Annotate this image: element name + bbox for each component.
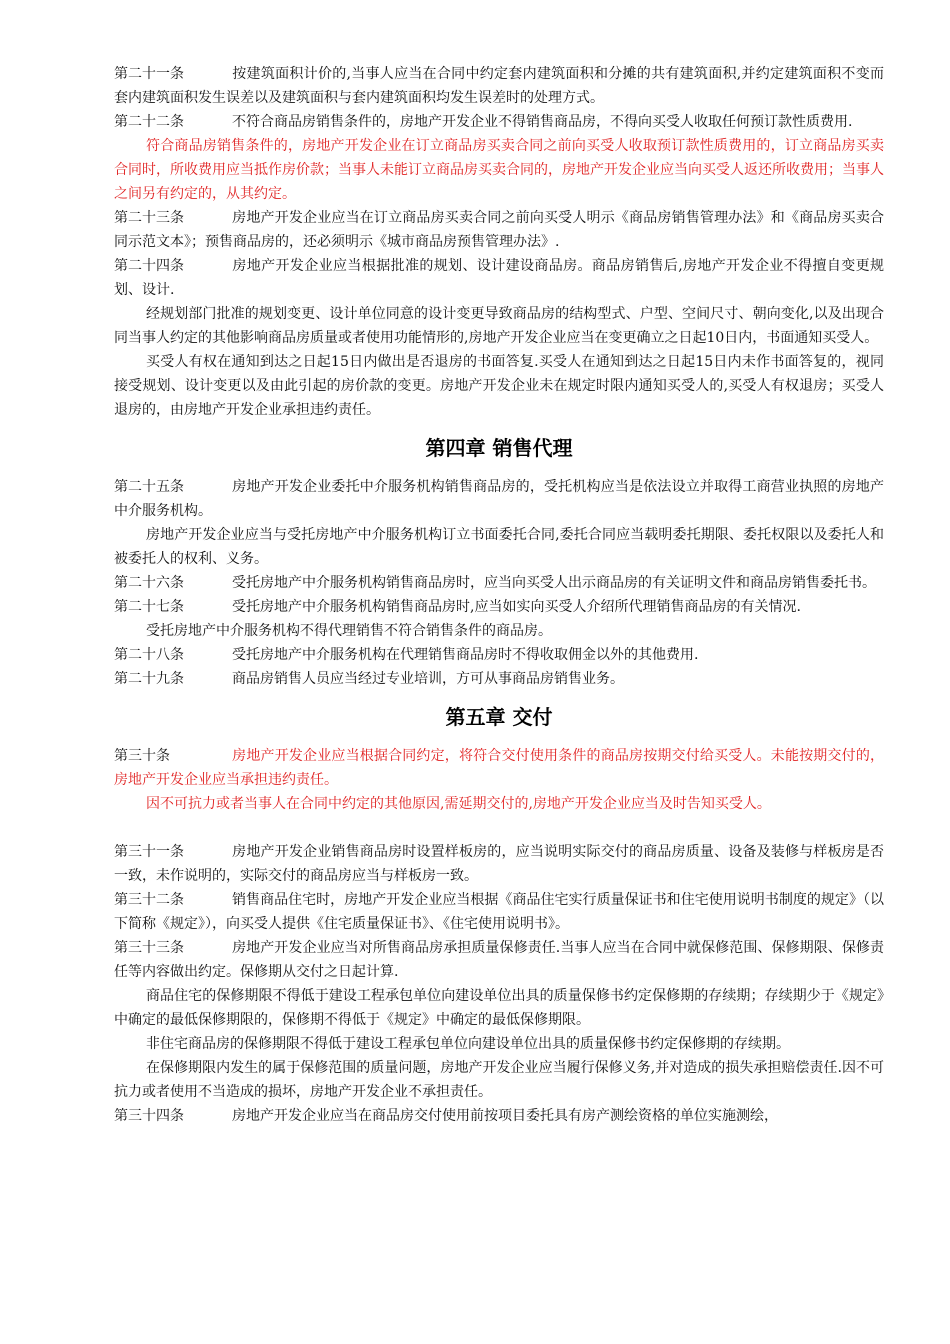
- article-number: 第二十八条: [114, 647, 184, 663]
- article-text: 房地产开发企业应当根据批准的规划、设计建设商品房。商品房销售后,房地产开发企业不得擅自变更规划、设计.: [114, 258, 884, 298]
- article-number: 第三十条: [114, 748, 170, 764]
- article-30-paragraph-2: 因不可抗力或者当事人在合同中约定的其他原因,需延期交付的,房地产开发企业应当及时告知买受人。: [146, 796, 771, 812]
- article-34: [114, 1104, 884, 1128]
- article-28: [114, 643, 884, 667]
- article-27-paragraph-2: 受托房地产中介服务机构不得代理销售不符合销售条件的商品房。: [146, 623, 552, 639]
- article-number: 第三十四条: [114, 1108, 184, 1124]
- article-24-paragraph-3: 买受人有权在通知到达之日起15日内做出是否退房的书面答复.买受人在通知到达之日起15日内未作书面答复的，视同接受规划、设计变更以及由此引起的房价款的变更。房地产开发企业未在规定时限内通知买受人的,买受人有权退房；买受人退房的，由房地产开发企业承担违约责任。: [114, 354, 884, 418]
- article-text: 房地产开发企业应当在商品房交付使用前按项目委托具有房产测绘资格的单位实施测绘，: [232, 1108, 778, 1124]
- article-33: [114, 936, 884, 984]
- article-33-paragraph-4: 在保修期限内发生的属于保修范围的质量问题，房地产开发企业应当履行保修义务,并对造成的损失承担赔偿责任.因不可抗力或者使用不当造成的损坏，房地产开发企业不承担责任。: [114, 1060, 884, 1100]
- chapter-4-heading: 第四章 销售代理: [425, 436, 573, 460]
- article-26: [114, 571, 884, 595]
- article-text: 商品房销售人员应当经过专业培训，方可从事商品房销售业务。: [232, 671, 624, 687]
- article-21: [114, 62, 884, 110]
- article-22-paragraph-2: 符合商品房销售条件的，房地产开发企业在订立商品房买卖合同之前向买受人收取预订款性质费用的，订立商品房买卖合同时，所收费用应当抵作房价款；当事人未能订立商品房买卖合同的，房地产开发企业应当向买受人返还所收费用；当事人之间另有约定的，从其约定。: [114, 138, 884, 202]
- article-22: [114, 110, 884, 134]
- article-25-paragraph-2: 房地产开发企业应当与受托房地产中介服务机构订立书面委托合同,委托合同应当载明委托期限、委托权限以及委托人和被委托人的权利、义务。: [114, 527, 884, 567]
- article-number: 第三十三条: [114, 940, 184, 956]
- article-text: 受托房地产中介服务机构在代理销售商品房时不得收取佣金以外的其他费用.: [232, 647, 699, 663]
- article-23: [114, 206, 884, 254]
- article-number: 第二十五条: [114, 479, 184, 495]
- article-text: 房地产开发企业应当对所售商品房承担质量保修责任.当事人应当在合同中就保修范围、保修期限、保修责任等内容做出约定。保修期从交付之日起计算.: [114, 940, 884, 980]
- spacer: [114, 816, 884, 840]
- article-30: [114, 744, 884, 792]
- article-text: 房地产开发企业销售商品房时设置样板房的，应当说明实际交付的商品房质量、设备及装修与样板房是否一致，未作说明的，实际交付的商品房应当与样板房一致。: [114, 844, 884, 884]
- article-number: 第二十六条: [114, 575, 184, 591]
- article-number: 第二十一条: [114, 66, 184, 82]
- article-31: [114, 840, 884, 888]
- article-25: [114, 475, 884, 523]
- article-number: 第二十四条: [114, 258, 184, 274]
- article-24: [114, 254, 884, 302]
- article-number: 第二十七条: [114, 599, 184, 615]
- article-text: 受托房地产中介服务机构销售商品房时，应当向买受人出示商品房的有关证明文件和商品房销售委托书。: [232, 575, 876, 591]
- article-number: 第二十九条: [114, 671, 184, 687]
- article-text: 受托房地产中介服务机构销售商品房时,应当如实向买受人介绍所代理销售商品房的有关情况.: [232, 599, 801, 615]
- article-number: 第二十二条: [114, 114, 184, 130]
- article-number: 第三十一条: [114, 844, 184, 860]
- article-text: 不符合商品房销售条件的，房地产开发企业不得销售商品房，不得向买受人收取任何预订款性质费用.: [232, 114, 853, 130]
- article-text: 房地产开发企业应当根据合同约定，将符合交付使用条件的商品房按期交付给买受人。未能按期交付的，房地产开发企业应当承担违约责任。: [114, 748, 884, 788]
- chapter-5-heading: 第五章 交付: [445, 705, 553, 729]
- article-text: 按建筑面积计价的,当事人应当在合同中约定套内建筑面积和分摊的共有建筑面积,并约定建筑面积不变而套内建筑面积发生误差以及建筑面积与套内建筑面积均发生误差时的处理方式。: [114, 66, 884, 106]
- article-33-paragraph-3: 非住宅商品房的保修期限不得低于建设工程承包单位向建设单位出具的质量保修书约定保修期的存续期。: [146, 1036, 790, 1052]
- article-text: 房地产开发企业委托中介服务机构销售商品房的，受托机构应当是依法设立并取得工商营业执照的房地产中介服务机构。: [114, 479, 884, 519]
- article-24-paragraph-2: 经规划部门批准的规划变更、设计单位同意的设计变更导致商品房的结构型式、户型、空间尺寸、朝向变化,以及出现合同当事人约定的其他影响商品房质量或者使用功能情形的,房地产开发企业应当在变更确立之日起10日内，书面通知买受人。: [114, 306, 884, 346]
- article-29: [114, 667, 884, 691]
- article-33-paragraph-2: 商品住宅的保修期限不得低于建设工程承包单位向建设单位出具的质量保修书约定保修期的存续期；存续期少于《规定》中确定的最低保修期限的，保修期不得低于《规定》中确定的最低保修期限。: [114, 988, 884, 1028]
- article-text: 销售商品住宅时，房地产开发企业应当根据《商品住宅实行质量保证书和住宅使用说明书制度的规定》（以下简称《规定》），向买受人提供《住宅质量保证书》、《住宅使用说明书》。: [114, 892, 884, 932]
- article-27: [114, 595, 884, 619]
- article-number: 第二十三条: [114, 210, 184, 226]
- article-text: 房地产开发企业应当在订立商品房买卖合同之前向买受人明示《商品房销售管理办法》和《商品房买卖合同示范文本》；预售商品房的，还必须明示《城市商品房预售管理办法》.: [114, 210, 884, 250]
- article-32: [114, 888, 884, 936]
- article-number: 第三十二条: [114, 892, 184, 908]
